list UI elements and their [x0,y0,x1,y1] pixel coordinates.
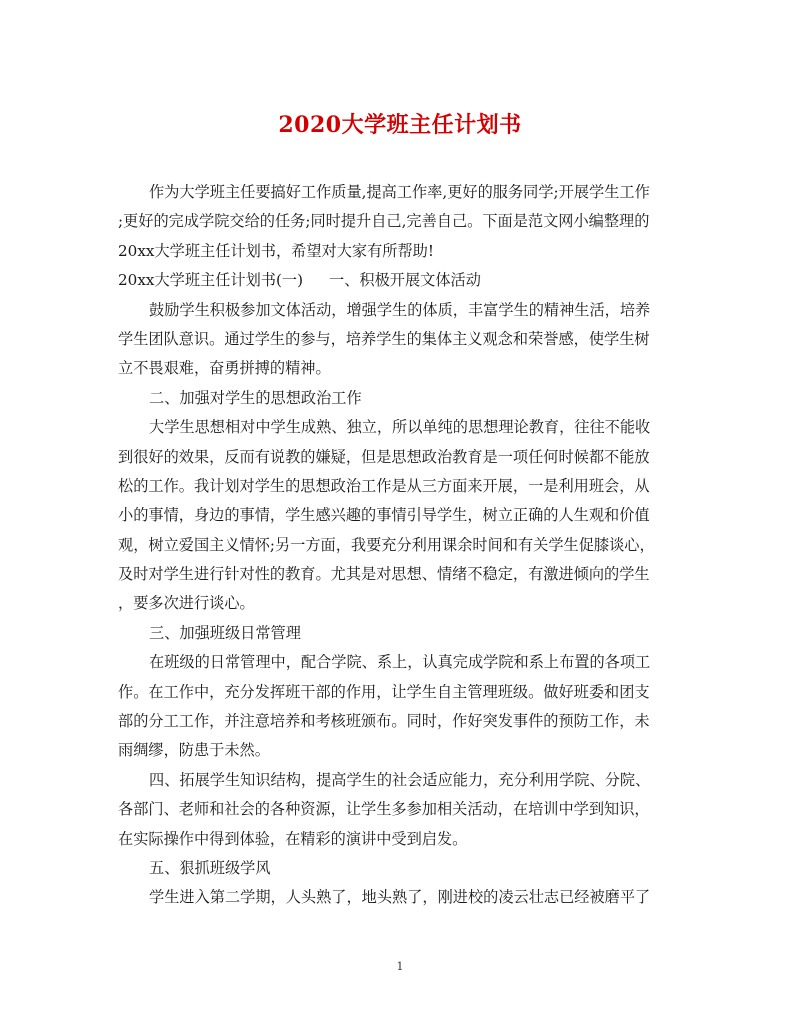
paragraph-line: 松的工作。我计划对学生的思想政治工作是从三方面来开展，一是利用班会，从 [118,476,650,495]
paragraph-line: 部的分工工作，并注意培养和考核班颁布。同时，作好突发事件的预防工作，未 [118,712,650,731]
paragraph-line: ，要多次进行谈心。 [118,594,255,613]
document-body [118,178,683,913]
paragraph-line: 观，树立爱国主义情怀;另一方面，我要充分利用课余时间和有关学生促膝谈心， [118,535,655,554]
paragraph-line: 雨绸缪，防患于未然。 [118,741,270,760]
paragraph-line: 及时对学生进行针对性的教育。尤其是对思想、情绪不稳定，有激进倾向的学生 [118,565,650,584]
paragraph-line: 大学生思想相对中学生成熟、独立，所以单纯的思想理论教育，往往不能收 [149,418,651,437]
paragraph-line: 作。在工作中，充分发挥班干部的作用，让学生自主管理班级。做好班委和团支 [118,682,650,701]
section-line [118,266,683,295]
paragraph-line: 20xx大学班主任计划书，希望对大家有所帮助! [118,241,434,260]
section-heading: 五、狠抓班级学风 [149,858,271,877]
paragraph-line: ;更好的完成学院交给的任务;同时提升自己,完善自己。下面是范文网小编整理的 [118,212,650,231]
paragraph-line: 作为大学班主任要搞好工作质量,提高工作率,更好的服务同学;开展学生工作 [149,183,650,201]
page-title: 2020大学班主任计划书 [278,112,522,138]
paragraph-line: 在班级的日常管理中，配合学院、系上，认真完成学院和系上布置的各项工 [149,653,651,672]
paragraph-line: 学生进入第二学期，人头熟了，地头熟了，刚进校的凌云壮志已经被磨平了 [149,888,651,907]
paragraph-line: 立不畏艰难，奋勇拼搏的精神。 [118,359,331,378]
paragraph-line: 小的事情，身边的事情，学生感兴趣的事情引导学生，树立正确的人生观和价值 [118,506,650,525]
subtitle: 20xx大学班主任计划书(一) [118,271,303,290]
section-heading: 二、加强对学生的思想政治工作 [149,388,362,407]
section-heading: 一、积极开展文体活动 [329,271,481,290]
section-heading: 四、拓展学生知识结构，提高学生的社会适应能力，充分利用学院、分院、 [149,770,651,789]
paragraph-line: 在实际操作中得到体验，在精彩的演讲中受到启发。 [118,829,468,848]
page-number: 1 [396,960,404,973]
section-heading: 三、加强班级日常管理 [149,623,301,642]
paragraph-line: 学生团队意识。通过学生的参与，培养学生的集体主义观念和荣誉感，使学生树 [118,329,650,348]
paragraph-line: 鼓励学生积极参加文体活动，增强学生的体质，丰富学生的精神生活，培养 [149,300,651,319]
paragraph-line: 各部门、老师和社会的各种资源，让学生多参加相关活动，在培训中学到知识， [118,800,650,819]
paragraph-line: 到很好的效果，反而有说教的嫌疑，但是思想政治教育是一项任何时候都不能放 [118,447,650,466]
